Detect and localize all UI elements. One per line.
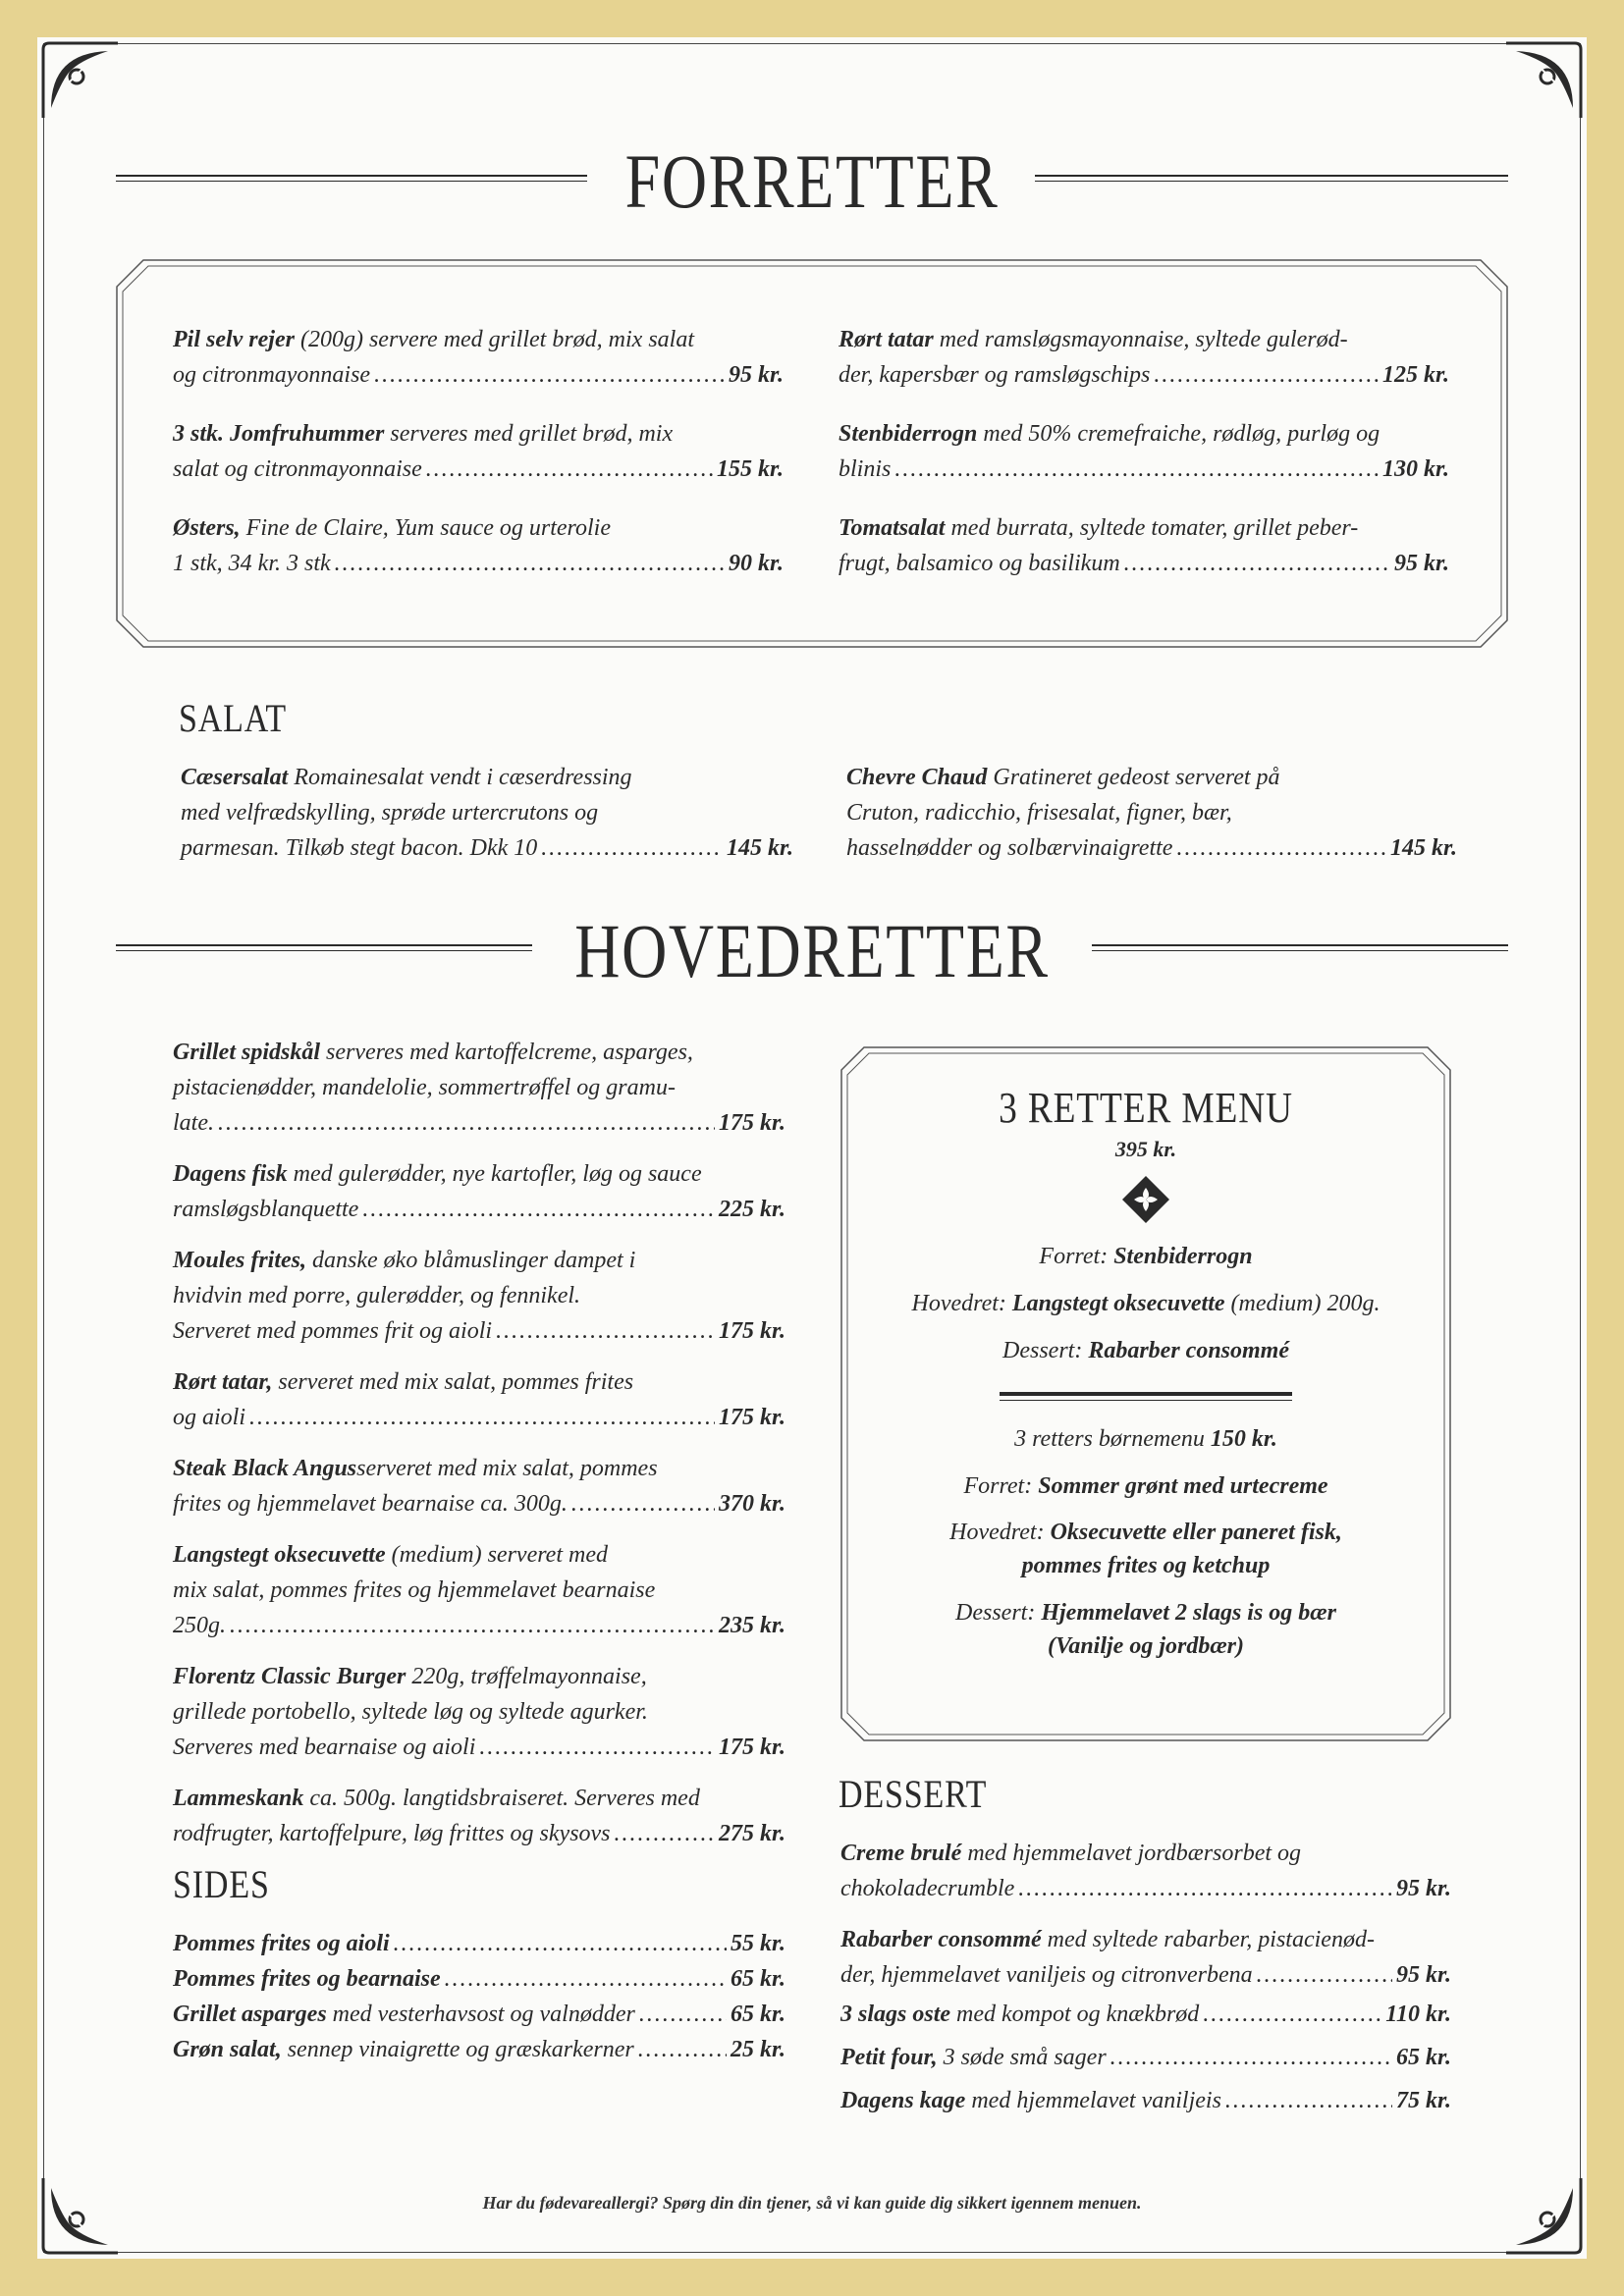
hovedret-item: Grillet spidskål serveres med kartoffelcreme, asparges, pistacienødder, mandelolie, sommertrøffel og gramu- late. ..... 175 kr. <box>173 1035 785 1141</box>
forretter-heading <box>0 137 1624 226</box>
dessert-item: Dagens kage med hjemmelavet vaniljeis ..... 75 kr. <box>840 2083 1451 2118</box>
hovedretter-heading <box>0 907 1624 995</box>
hovedret-item: Steak Black Angusserveret med mix salat, pommes frites og hjemmelavet bearnaise ca. 300g. ..... 370 kr. <box>173 1451 785 1522</box>
hovedret-item: Lammeskank ca. 500g. langtidsbraiseret. Serveres med rodfrugter, kartoffelpure, løg frittes og skysovs ..... 275 kr. <box>173 1781 785 1851</box>
side-item: Pommes frites og bearnaise ..... 65 kr. <box>173 1961 785 1997</box>
forret-item: 3 stk. Jomfruhummer serveres med grillet brød, mix salat og citronmayonnaise ..... 155 kr. <box>173 416 784 487</box>
dessert-item: Creme brulé med hjemmelavet jordbærsorbet og chokoladecrumble ..... 95 kr. <box>840 1836 1451 1906</box>
hovedret-item: Dagens fisk med gulerødder, nye kartofler, løg og sauce ramsløgsblanquette ..... 225 kr. <box>173 1156 785 1227</box>
dessert-title: DESSERT <box>839 1772 988 1816</box>
hovedretter-title: HOVEDRETTER <box>574 908 1050 993</box>
hovedret-item: Rørt tatar, serveret med mix salat, pommes frites og aioli ..... 175 kr. <box>173 1364 785 1435</box>
forret-item: Rørt tatar med ramsløgsmayonnaise, syltede gulerød- der, kapersbær og ramsløgschips ..... 125 kr. <box>839 322 1449 393</box>
forret-item: Tomatsalat med burrata, syltede tomater, grillet peber- frugt, balsamico og basilikum ..... 95 kr. <box>839 510 1449 581</box>
corner-ornament-top-left <box>39 39 122 122</box>
corner-ornament-bottom-left <box>39 2174 122 2257</box>
salat-title: SALAT <box>179 696 288 740</box>
allergy-footer: Har du fødevareallergi? Spørg din din tjener, så vi kan guide dig sikkert igennem menuen. <box>482 2193 1142 2213</box>
hovedret-item: Florentz Classic Burger 220g, trøffelmayonnaise, grillede portobello, syltede løg og syltede agurker. Serveres med bearnaise og aioli ..... 175 kr. <box>173 1659 785 1765</box>
forret-item: Østers, Fine de Claire, Yum sauce og urterolie 1 stk, 34 kr. 3 stk ..... 90 kr. <box>173 510 784 581</box>
forret-item: Stenbiderrogn med 50% cremefraiche, rødløg, purløg og blinis ..... 130 kr. <box>839 416 1449 487</box>
menu-divider <box>1000 1392 1292 1396</box>
hovedret-item: Moules frites, danske øko blåmuslinger dampet i hvidvin med porre, gulerødder, og fennikel. Serveret med pommes frit og aioli ..... 175 kr. <box>173 1243 785 1349</box>
dessert-item: Petit four, 3 søde små sager ..... 65 kr. <box>840 2040 1451 2075</box>
salat-item: Chevre Chaud Gratineret gedeost serveret på Cruton, radicchio, frisesalat, figner, bær, hasselnødder og solbærvinaigrette ..... 145 kr. <box>846 760 1457 866</box>
salat-item: Cæsersalat Romainesalat vendt i cæserdressing med velfrædskylling, sprøde urtercrutons og parmesan. Tilkøb stegt bacon. Dkk 10 ..... 145 kr. <box>181 760 793 866</box>
sides-title: SIDES <box>173 1862 270 1906</box>
three-course-title: 3 RETTER MENU <box>999 1084 1293 1132</box>
three-course-price: 395 kr. <box>1114 1137 1177 1161</box>
three-course-menu: 3 RETTER MENU 395 kr. Forret: Stenbiderrogn Hovedret: Langstegt oksecuvette (medium) 200g. Dessert: Rabarber consommé 3 retters børnemenu 150 kr. Forret: Sommer grønt med urtecreme Hovedret: Oksecuvette eller paneret fisk, pommes frites og ketchup Dessert: Hjemmelavet 2 slags is og bær (Vanilje og jordbær) <box>840 1082 1451 1663</box>
corner-ornament-bottom-right <box>1502 2174 1585 2257</box>
side-item: Grøn salat, sennep vinaigrette og græskarkerner ..... 25 kr. <box>173 2032 785 2067</box>
dessert-item: Rabarber consommé med syltede rabarber, pistacienød- der, hjemmelavet vaniljeis og citronverbena ..... 95 kr. <box>840 1922 1451 1993</box>
forret-item: Pil selv rejer (200g) servere med grillet brød, mix salat og citronmayonnaise ..... 95 kr. <box>173 322 784 393</box>
hovedret-item: Langstegt oksecuvette (medium) serveret med mix salat, pommes frites og hjemmelavet bearnaise 250g. ..... 235 kr. <box>173 1537 785 1643</box>
forretter-title: FORRETTER <box>624 138 1000 224</box>
dessert-item: 3 slags oste med kompot og knækbrød ..... 110 kr. <box>840 1997 1451 2032</box>
sides-list <box>173 1926 785 2067</box>
diamond-ornament-icon <box>840 1164 1451 1233</box>
side-item: Grillet asparges med vesterhavsost og valnødder ..... 65 kr. <box>173 1997 785 2032</box>
corner-ornament-top-right <box>1502 39 1585 122</box>
side-item: Pommes frites og aioli ..... 55 kr. <box>173 1926 785 1961</box>
